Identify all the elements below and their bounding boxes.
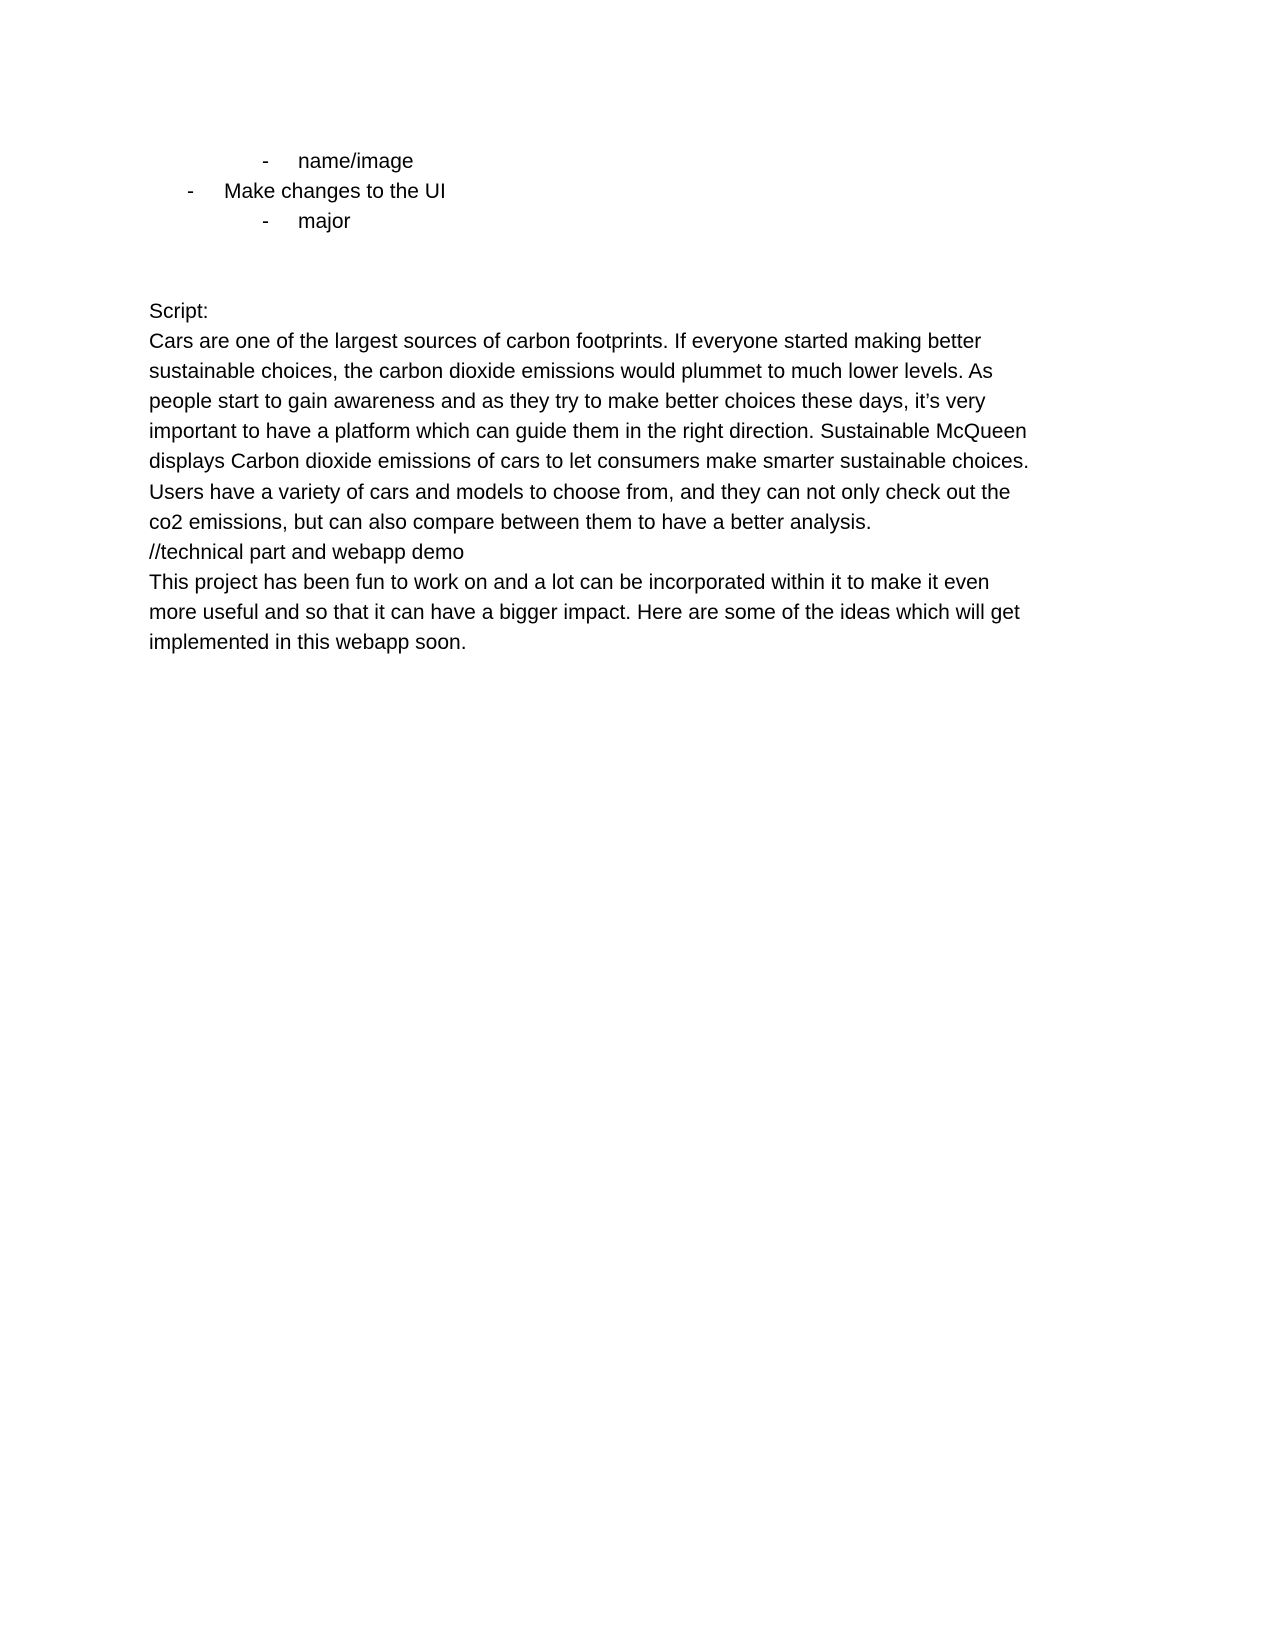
script-line: Users have a variety of cars and models to choose from, and they can not only check out the [149, 480, 1011, 504]
script-line: co2 emissions, but can also compare between them to have a better analysis. [149, 510, 872, 534]
script-line: important to have a platform which can guide them in the right direction. Sustainable McQueen [149, 420, 1027, 444]
script-heading: Script: [149, 300, 209, 323]
script-line: more useful and so that it can have a bigger impact. Here are some of the ideas which will get [149, 600, 1020, 624]
script-line: people start to gain awareness and as they try to make better choices these days, it’s very [149, 390, 986, 414]
bullet-dash: - [262, 210, 269, 233]
script-line: implemented in this webapp soon. [149, 631, 467, 655]
bullet-dash: - [262, 150, 269, 173]
script-line: Cars are one of the largest sources of carbon footprints. If everyone started making better [149, 330, 982, 354]
script-line: //technical part and webapp demo [149, 540, 465, 564]
script-section [149, 297, 1149, 658]
bullet-dash: - [187, 180, 194, 203]
script-line: displays Carbon dioxide emissions of cars to let consumers make smarter sustainable choices. [149, 450, 1030, 474]
script-line: sustainable choices, the carbon dioxide emissions would plummet to much lower levels. As [149, 360, 993, 384]
script-line: This project has been fun to work on and a lot can be incorporated within it to make it even [149, 570, 990, 594]
bullet-text: Make changes to the UI [224, 180, 446, 203]
bullet-text: major [298, 210, 351, 233]
bullet-text: name/image [298, 150, 414, 173]
